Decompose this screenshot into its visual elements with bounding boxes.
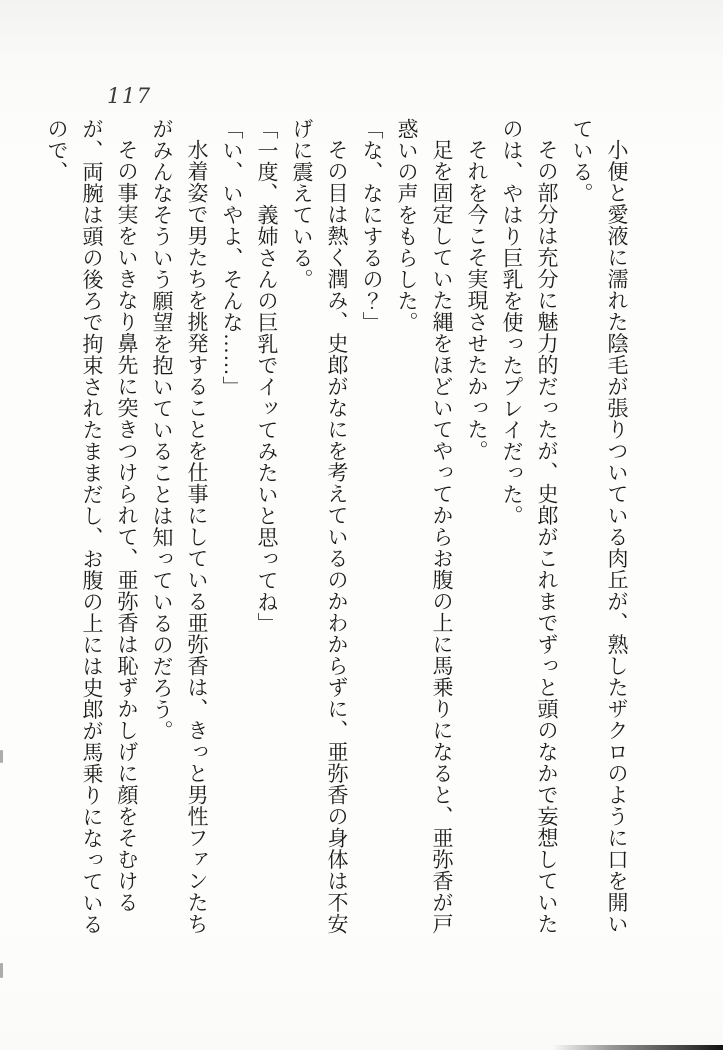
paragraph: その事実をいきなり鼻先に突きつけられて、亜弥香は恥ずかしげに顔をそむけるが、両腕は頭の後ろで拘束されたままだし、お腹の上には史郎が馬乗りになっているので、 [45,118,139,935]
paragraph: 「一度、義姉さんの巨乳でイッてみたいと思ってね」 [255,118,279,634]
paragraph: 水着姿で男たちを挑発することを仕事にしている亜弥香は、きっと男性ファンたちがみんなそういう願望を抱いていることは知っているのだろう。 [150,118,209,935]
text-block [39,118,634,938]
paragraph: 小便と愛液に濡れた陰毛が張りついている肉丘が、熟したザクロのように口を開いている。 [570,118,629,935]
paragraph: 足を固定していた縄をほどいてやってからお腹の上に馬乗りになると、亜弥香が戸惑いの声をもらした。 [395,118,454,935]
scan-edge-artifact [552,1045,723,1050]
paragraph: その目は熱く潤み、史郎がなにを考えているのかわからずに、亜弥香の身体は不安げに震えている。 [290,118,349,935]
paragraph: 「な、なにするの？」 [360,118,384,333]
paragraph: 「い、いやよ、そんな……」 [220,118,244,398]
scan-speck [0,963,3,978]
page-number: 117 [107,84,152,108]
scan-speck [0,750,3,763]
paragraph: それを今こそ実現させたかった。 [465,139,489,462]
paragraph: その部分は充分に魅力的だったが、史郎がこれまでずっと頭のなかで妄想していたのは、やはり巨乳を使ったプレイだった。 [500,118,559,935]
